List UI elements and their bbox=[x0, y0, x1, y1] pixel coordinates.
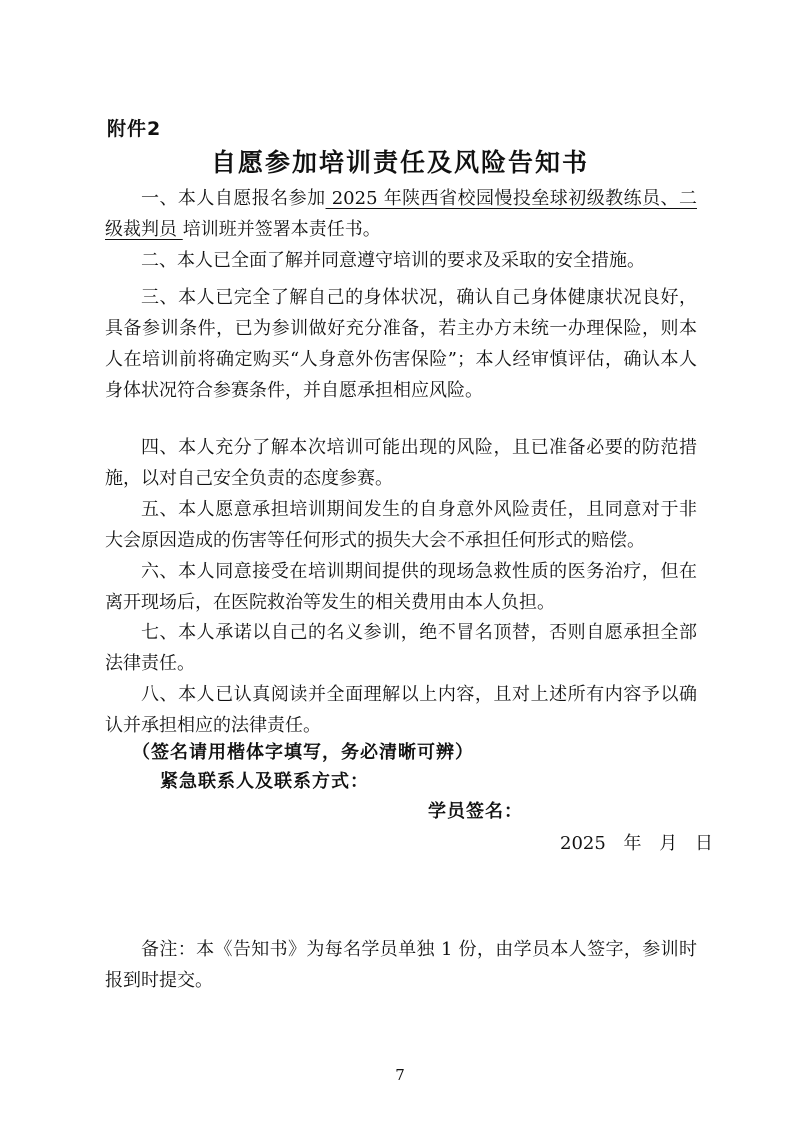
student-signature-label: 学员签名： bbox=[428, 801, 523, 822]
clause-5: 五、本人愿意承担培训期间发生的自身意外风险责任，且同意对于非大会原因造成的伤害等任何形式的损失大会不承担任何形式的赔偿。 bbox=[105, 499, 697, 551]
signing-instruction: （签名请用楷体字填写，务必清晰可辨） bbox=[132, 742, 474, 763]
clause-1 bbox=[105, 183, 697, 245]
training-name-part-2: 二级裁判员 bbox=[105, 188, 697, 240]
emergency-contact-label: 紧急联系人及联系方式： bbox=[160, 771, 369, 792]
training-name-part-1: 2025 年陕西省校园慢投垒球初级教练员、 bbox=[325, 188, 679, 209]
clause-4: 四、本人充分了解本次培训可能出现的风险，且已准备必要的防范措施，以对自己安全负责的态度参赛。 bbox=[105, 437, 697, 489]
clause-7: 七、本人承诺以自己的名义参训，绝不冒名顶替，否则自愿承担全部法律责任。 bbox=[105, 622, 697, 674]
clause-2: 二、本人已全面了解并同意遵守培训的要求及采取的安全措施。 bbox=[141, 250, 645, 271]
attachment-label: 附件2 bbox=[107, 118, 162, 140]
clause-6: 六、本人同意接受在培训期间提供的现场急救性质的医务治疗，但在离开现场后，在医院救治等发生的相关费用由本人负担。 bbox=[105, 561, 697, 613]
clause-1-prefix: 一、本人自愿报名参加 bbox=[141, 188, 326, 209]
document-title: 自愿参加培训责任及风险告知书 bbox=[210, 148, 589, 177]
clause-3: 三、本人已完全了解自己的身体状况，确认自己身体健康状况良好，具备参训条件，已为参训做好充分准备，若主办方未统一办理保险，则本人在培训前将确定购买“人身意外伤害保险”；本人经审慎评估，确认本人身体状况符合参赛条件，并自愿承担相应风险。 bbox=[105, 287, 697, 401]
date-line: 2025 年 月 日 bbox=[560, 833, 713, 854]
clause-8: 八、本人已认真阅读并全面理解以上内容，且对上述所有内容予以确认并承担相应的法律责任。 bbox=[105, 684, 697, 736]
page-number: 7 bbox=[395, 1066, 405, 1084]
remark: 备注：本《告知书》为每名学员单独 1 份，由学员本人签字，参训时报到时提交。 bbox=[105, 939, 697, 991]
clause-1-suffix: 培训班并签署本责任书。 bbox=[182, 219, 381, 240]
